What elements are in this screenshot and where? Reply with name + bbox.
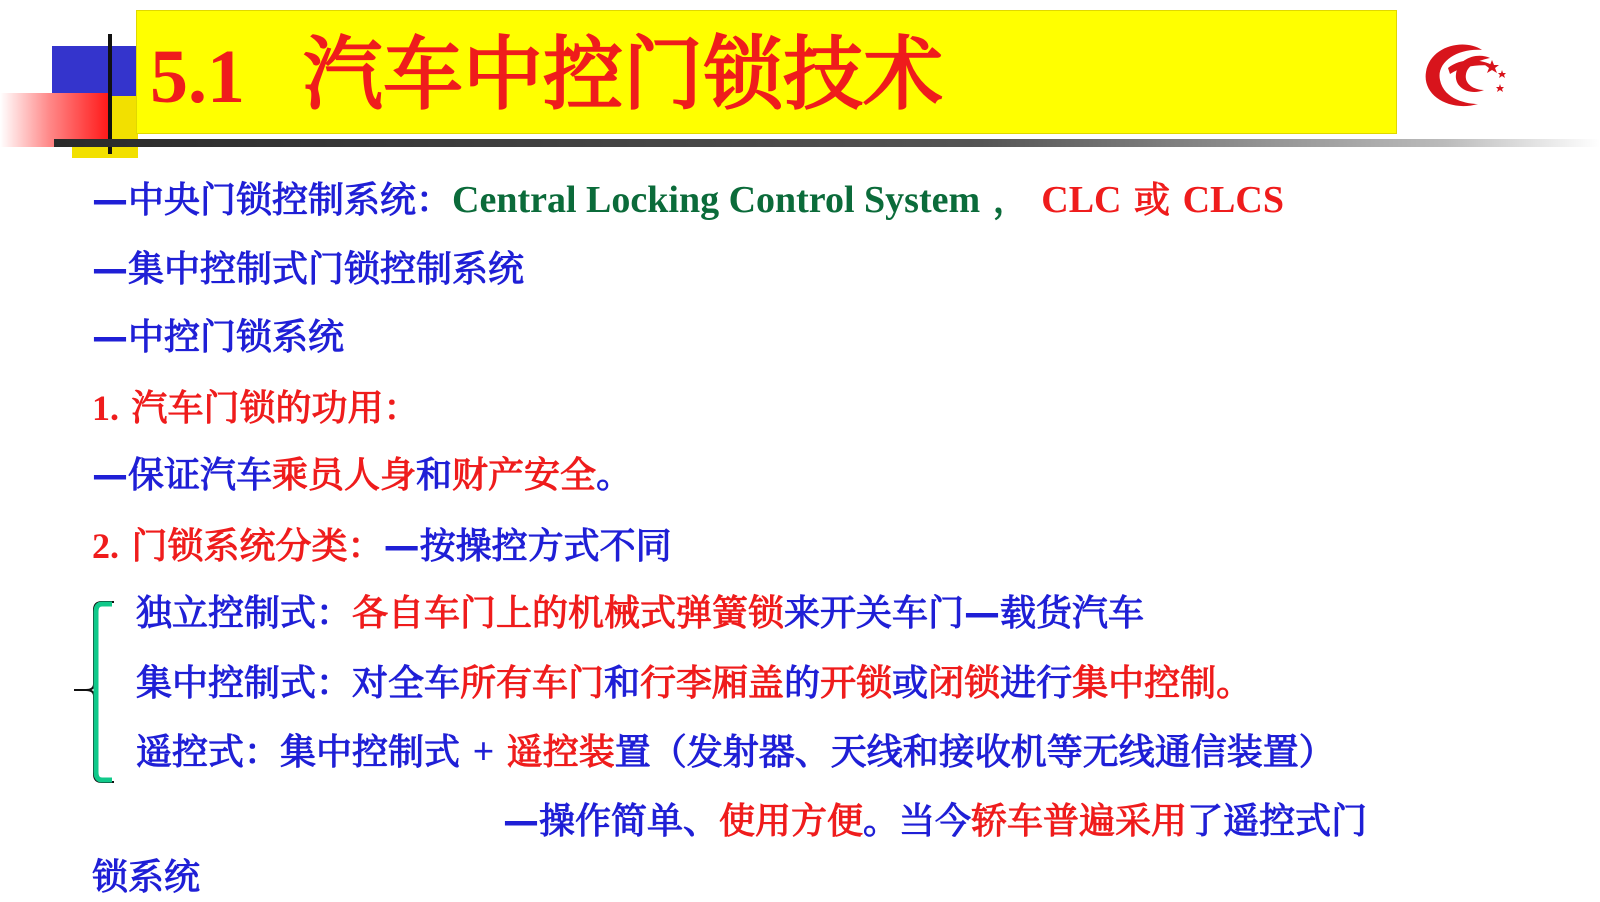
text-span: 或 bbox=[892, 663, 929, 704]
type-remote bbox=[136, 728, 1335, 777]
text-span: 遥控式：集中控制式 bbox=[136, 732, 461, 773]
clcs-en-name: Central Locking Control System bbox=[452, 179, 981, 221]
text-span: 闭锁 bbox=[928, 663, 1001, 704]
text-span: 独立控制式： bbox=[136, 593, 353, 634]
type-centralized bbox=[136, 660, 1252, 708]
plus-sign: + bbox=[472, 731, 495, 773]
clcs-abbr: CLCS bbox=[1182, 179, 1284, 221]
header-vertical-rule bbox=[108, 34, 112, 154]
function-line bbox=[92, 452, 632, 500]
text-span: 进行 bbox=[1000, 663, 1073, 704]
text-span: 轿车普遍采用 bbox=[971, 801, 1188, 842]
alias-line-centralized: —集中控制式门锁控制系统 bbox=[92, 249, 525, 290]
heading-text: 汽车门锁的功用： bbox=[131, 388, 420, 429]
heading-number: 2. bbox=[92, 526, 119, 566]
or-text: 或 bbox=[1134, 180, 1171, 221]
text-span: —操作简单、 bbox=[503, 801, 720, 842]
remote-benefits-line bbox=[503, 798, 1367, 846]
text-span: 集中控制式：对全车 bbox=[136, 663, 461, 704]
text-span: 和 bbox=[604, 663, 641, 704]
text-span: 乘员人身 bbox=[272, 455, 417, 496]
text-span: —保证汽车 bbox=[92, 455, 273, 496]
remote-benefits-line-continued: 锁系统 bbox=[92, 857, 201, 898]
header-horizontal-rule bbox=[54, 139, 1600, 147]
clcs-cn-label: —中央门锁控制系统： bbox=[92, 180, 453, 221]
clc-abbr: CLC bbox=[1041, 179, 1122, 221]
text-span: 财产安全 bbox=[452, 455, 597, 496]
text-span: 各自车门上的 bbox=[352, 593, 569, 634]
text-span: 开锁 bbox=[820, 663, 893, 704]
text-span: 机械式弹簧锁 bbox=[568, 593, 785, 634]
page-title bbox=[150, 20, 943, 130]
definition-line-central-locking bbox=[92, 176, 1284, 225]
text-span: 来开关车门—载货汽车 bbox=[784, 593, 1145, 634]
comma: ， bbox=[992, 180, 1029, 221]
text-span: 置（发射器、天线和接收机等无线通信装置） bbox=[614, 732, 1335, 773]
university-logo-icon bbox=[1420, 40, 1510, 112]
text-span: 集中控制。 bbox=[1072, 663, 1253, 704]
section-number: 5.1 bbox=[150, 35, 245, 119]
heading-text: 门锁系统分类： bbox=[131, 526, 384, 567]
curly-brace-icon bbox=[72, 598, 122, 786]
text-span: 了遥控式门 bbox=[1187, 801, 1368, 842]
text-span: 的 bbox=[784, 663, 821, 704]
text-span: 使用方便 bbox=[719, 801, 864, 842]
heading-number: 1. bbox=[92, 388, 119, 428]
alias-line-central-control: —中控门锁系统 bbox=[92, 317, 345, 358]
text-span: 所有车门 bbox=[460, 663, 605, 704]
heading-door-lock-function bbox=[92, 384, 420, 433]
type-independent bbox=[136, 590, 1144, 638]
text-span: 。 bbox=[596, 455, 633, 496]
text-span: 行李厢盖 bbox=[640, 663, 785, 704]
text-span: 遥控装 bbox=[506, 732, 615, 773]
text-span: 。当今 bbox=[863, 801, 972, 842]
title-text: 汽车中控门锁技术 bbox=[303, 28, 943, 121]
heading-classification bbox=[92, 522, 672, 571]
text-span: 和 bbox=[416, 455, 453, 496]
heading-criterion: —按操控方式不同 bbox=[383, 526, 672, 567]
